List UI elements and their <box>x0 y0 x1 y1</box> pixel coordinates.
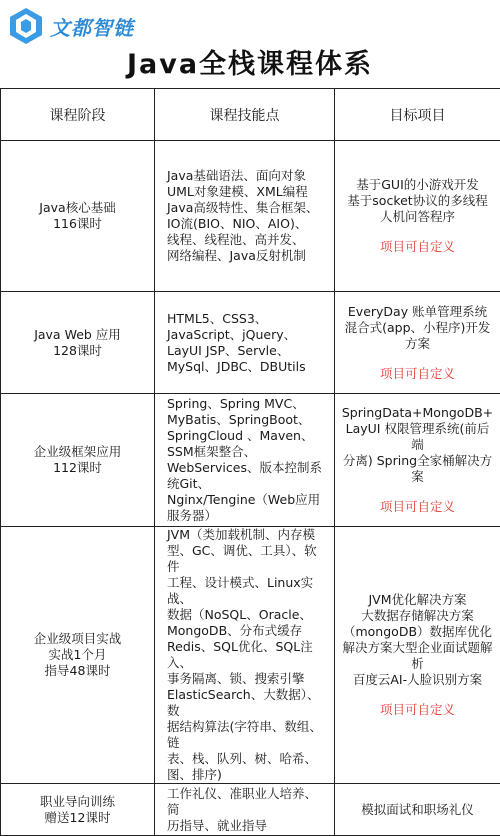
project-cell <box>335 394 500 527</box>
project-cell <box>335 141 500 292</box>
table-row <box>1 784 500 836</box>
page-title: Java全栈课程体系 <box>0 42 500 81</box>
project-text: SpringData+MongoDB+ LayUI 权限管理系统(前后端 分离) Spring全家桶解决方案 <box>341 405 494 485</box>
table-row <box>1 394 500 527</box>
stage-cell: 企业级框架应用 112课时 <box>1 394 155 527</box>
table-row <box>1 141 500 292</box>
header-stage: 课程阶段 <box>1 89 155 141</box>
header-skills: 课程技能点 <box>155 89 335 141</box>
project-text: EveryDay 账单管理系统 混合式(app、小程序)开发方案 <box>341 304 494 352</box>
project-text: JVM优化解决方案 大数据存储解决方案 （mongoDB）数据库优化 解决方案大型企业面试题解析 百度云AI-人脸识别方案 <box>341 592 494 688</box>
table-header-row <box>1 89 500 141</box>
skills-cell: Spring、Spring MVC、 MyBatis、SpringBoot、 SpringCloud 、Maven、 SSM框架整合、 WebServices、版本控制系 统Git、 Nginx/Tengine（Web应用 服务器） <box>155 394 335 527</box>
custom-label: 项目可自定义 <box>341 239 494 255</box>
skills-cell: HTML5、CSS3、 JavaScript、jQuery、 LayUI JSP、Servle、 MySql、JDBC、DBUtils <box>155 292 335 394</box>
project-cell <box>335 292 500 394</box>
custom-label: 项目可自定义 <box>341 366 494 382</box>
brand-name: 文都智链 <box>50 12 134 41</box>
stage-cell: 职业导向训练 赠送12课时 <box>1 784 155 836</box>
project-cell <box>335 784 500 836</box>
skills-cell: 工作礼仪、准职业人培养、简 历指导、就业指导 <box>155 784 335 836</box>
project-text: 基于GUI的小游戏开发 基于socket协议的多线程 人机问答程序 <box>341 177 494 225</box>
hexagon-cube-icon <box>6 6 46 46</box>
custom-label: 项目可自定义 <box>341 702 494 718</box>
project-text: 模拟面试和职场礼仪 <box>341 802 494 818</box>
stage-cell: Java Web 应用 128课时 <box>1 292 155 394</box>
custom-label: 项目可自定义 <box>341 499 494 515</box>
course-table <box>0 88 500 836</box>
stage-cell: 企业级项目实战 实战1个月 指导48课时 <box>1 527 155 784</box>
stage-cell: Java核心基础 116课时 <box>1 141 155 292</box>
table-row <box>1 527 500 784</box>
header-project: 目标项目 <box>335 89 500 141</box>
project-cell <box>335 527 500 784</box>
skills-cell: Java基础语法、面向对象 UML对象建模、XML编程 Java高级特性、集合框架、 IO流(BIO、NIO、AIO)、 线程、线程池、高并发、 网络编程、Java反射机制 <box>155 141 335 292</box>
brand-logo <box>6 6 134 46</box>
table-row <box>1 292 500 394</box>
skills-cell: JVM（类加载机制、内存模 型、GC、调优、工具）、软件 工程、设计模式、Linux实战、 数据（NoSQL、Oracle、 MongoDB、分布式缓存 Redis、SQL优化、SQL注入、 事务隔离、锁、搜索引擎 ElasticSearch、大数据）、数 据结构算法(字符串、数组、链 表、栈、队列、树、哈希、 图、排序) <box>155 527 335 784</box>
